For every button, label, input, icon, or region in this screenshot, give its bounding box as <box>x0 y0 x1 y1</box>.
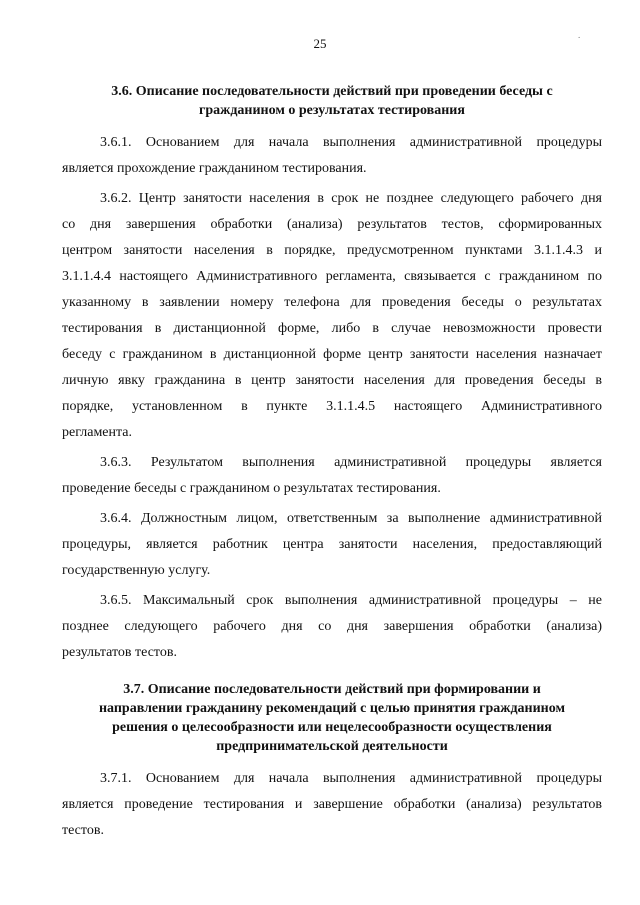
page-content <box>62 82 602 844</box>
paragraph-3-6-3 <box>62 450 602 502</box>
paragraph-line: указанному в заявлении номеру телефона для проведения беседы о результатах <box>62 295 602 310</box>
paragraph-line: тестов. <box>62 823 104 838</box>
heading-line: предпринимательской деятельности <box>216 739 448 754</box>
paragraph-3-6-4 <box>62 506 602 584</box>
paragraph-line: 3.6.4. Должностным лицом, ответственным за выполнение административной <box>100 511 602 526</box>
paragraph-line: результатов тестов. <box>62 645 177 660</box>
paragraph-line: регламента. <box>62 425 133 440</box>
paragraph-line: тестирования в дистанционной форме, либо в случае невозможности провести <box>62 321 602 336</box>
paragraph-3-7-1 <box>62 766 602 844</box>
paragraph-line: проведение беседы с гражданином о результатах тестирования. <box>62 481 441 496</box>
paragraph-line: 3.6.1. Основанием для начала выполнения административной процедуры <box>100 135 602 150</box>
heading-line: 3.6. Описание последовательности действий при проведении беседы с <box>111 84 553 99</box>
paragraph-line: 3.6.5. Максимальный срок выполнения административной процедуры – не <box>100 593 602 608</box>
paragraph-line: позднее следующего рабочего дня со дня завершения обработки (анализа) <box>62 619 602 634</box>
section-3-7-heading <box>62 680 602 756</box>
paragraph-line: 3.1.1.4.4 настоящего Административного регламента, связывается с гражданином по <box>62 269 602 284</box>
paragraph-line: государственную услугу. <box>62 563 211 578</box>
paragraph-line: является проведение тестирования и завершение обработки (анализа) результатов <box>62 797 602 812</box>
heading-line: гражданином о результатах тестирования <box>199 103 465 118</box>
paragraph-line: личную явку гражданина в центр занятости населения для проведения беседы в <box>62 373 602 388</box>
paragraph-line: 3.6.3. Результатом выполнения административной процедуры является <box>100 455 602 470</box>
paragraph-line: 3.6.2. Центр занятости населения в срок не позднее следующего рабочего дня <box>100 191 602 206</box>
section-3-6-heading <box>62 82 602 120</box>
paragraph-line: 3.7.1. Основанием для начала выполнения административной процедуры <box>100 771 602 786</box>
paragraph-line: является прохождение гражданином тестирования. <box>62 161 367 176</box>
paragraph-line: центром занятости населения в порядке, предусмотренном пунктами 3.1.1.4.3 и <box>62 243 602 258</box>
heading-line: направлении гражданину рекомендаций с целью принятия гражданином <box>98 701 566 716</box>
corner-mark: . <box>578 30 581 40</box>
paragraph-3-6-5 <box>62 588 602 666</box>
page-number: 25 <box>313 36 327 51</box>
paragraph-line: порядке, установленном в пункте 3.1.1.4.5 настоящего Административного <box>62 399 602 414</box>
paragraph-line: беседу с гражданином в дистанционной форме центр занятости населения назначает <box>62 347 602 362</box>
heading-line: 3.7. Описание последовательности действий при формировании и <box>123 682 541 697</box>
paragraph-line: со дня завершения обработки (анализа) результатов тестов, сформированных <box>62 217 602 232</box>
paragraph-3-6-2 <box>62 186 602 446</box>
paragraph-3-6-1 <box>62 130 602 182</box>
heading-line: решения о целесообразности или нецелесообразности осуществления <box>112 720 552 735</box>
paragraph-line: процедуры, является работник центра занятости населения, предоставляющий <box>62 537 602 552</box>
